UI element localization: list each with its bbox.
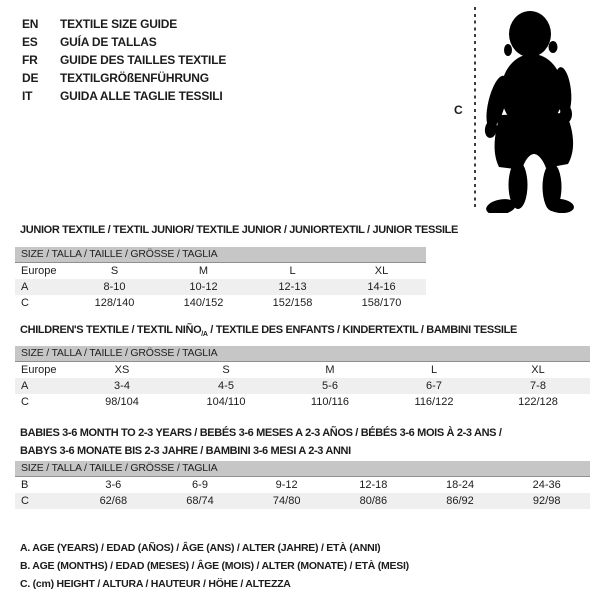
table-row [15,362,590,378]
row-label: Europe [21,265,57,277]
size-cell: 152/158 [272,297,313,309]
table-title-line [20,442,502,460]
language-code: FR [22,53,38,67]
table-title [20,424,502,460]
table-row [15,378,590,394]
table-title-subscript: /A [201,331,208,339]
language-title-row [22,15,226,33]
size-cell: S [110,265,119,277]
size-cell: 18-24 [445,479,475,491]
guide-title: TEXTILE SIZE GUIDE [60,17,178,31]
size-cell: 80/86 [359,495,388,507]
size-cell: 140/152 [183,297,224,309]
size-cell: 10-12 [189,281,218,293]
size-cell: 6-9 [192,479,208,491]
table-title-text: JUNIOR TEXTILE / TEXTIL JUNIOR/ TEXTILE JUNIOR / JUNIORTEXTIL / JUNIOR TESSILE [20,224,459,236]
size-table [15,346,590,410]
guide-title: GUIDE DES TAILLES TEXTILE [60,53,227,67]
size-cell: L [289,265,296,277]
language-title-row [22,51,226,69]
size-cell: 110/116 [310,396,350,408]
size-cell: XL [374,265,389,277]
size-cell: L [430,364,438,376]
row-label: A [21,281,29,293]
table-row [15,394,590,410]
size-cell: 5-6 [322,380,338,392]
table-title-text: CHILDREN'S TEXTILE / TEXTIL NIÑO [20,324,202,336]
size-cell: 4-5 [218,380,234,392]
language-title-row [22,87,226,105]
size-cell: 14-16 [367,281,396,293]
row-label: C [21,495,29,507]
table-title [20,221,458,239]
table-title-text: / TEXTILE DES ENFANTS / KINDERTEXTIL / BAMBINI TESSILE [207,324,517,336]
size-cell: 104/110 [206,396,246,408]
size-cell: 12-13 [278,281,307,293]
size-cell: 7-8 [530,380,546,392]
size-cell: 128/140 [94,297,135,309]
language-code: IT [22,89,33,103]
language-code: DE [22,71,39,85]
language-code: ES [22,35,38,49]
size-cell: 3-4 [114,380,130,392]
size-cell: S [222,364,230,376]
table-row [15,295,426,311]
size-cell: 9-12 [275,479,298,491]
row-label: A [21,380,29,392]
table-row [15,263,426,279]
height-measure-line [474,7,476,208]
size-cell: XS [114,364,130,376]
size-cell: 68/74 [186,495,214,507]
table-title [20,321,517,344]
size-table [15,461,590,509]
size-cell: 8-10 [103,281,126,293]
table-title-line [20,221,458,239]
table-title-line [20,424,502,442]
size-header-bar: SIZE / TALLA / TAILLE / GRÖSSE / TAGLIA [15,346,590,362]
size-cell: 3-6 [105,479,122,491]
table-title-line [20,321,517,344]
size-cell: 24-36 [532,479,561,491]
guide-title: GUÍA DE TALLAS [60,35,157,49]
row-label: B [21,479,29,491]
language-title-row [22,69,226,87]
table-row [15,477,590,493]
table-title-text: BABIES 3-6 MONTH TO 2-3 YEARS / BEBÉS 3-6 MESES A 2-3 AÑOS / BÉBÉS 3-6 MOIS À 2-3 ANS / [20,427,502,439]
height-measure-label: C [454,103,463,117]
row-label: C [21,396,29,408]
language-title-row [22,33,226,51]
row-label: Europe [21,364,57,376]
footnote-age-months: B. AGE (MONTHS) / EDAD (MESES) / ÂGE (MOIS) / ALTER (MONATE) / ETÀ (MESI) [20,560,409,572]
size-header-bar: SIZE / TALLA / TAILLE / GRÖSSE / TAGLIA [15,247,426,263]
guide-title: GUIDA ALLE TAGLIE TESSILI [60,89,223,103]
size-cell: 62/68 [99,495,128,507]
size-cell: 86/92 [446,495,474,507]
size-cell: 122/128 [518,396,558,408]
guide-title: TEXTILGRÖßENFÜHRUNG [60,71,209,85]
row-label: C [21,297,29,309]
size-cell: M [325,364,335,376]
size-cell: XL [531,364,545,376]
size-header-bar: SIZE / TALLA / TAILLE / GRÖSSE / TAGLIA [15,461,590,477]
footnote-age-years: A. AGE (YEARS) / EDAD (AÑOS) / ÂGE (ANS) / ALTER (JAHRE) / ETÀ (ANNI) [20,542,381,554]
size-table [15,247,426,311]
footnote-legend [20,539,409,593]
size-cell: 12-18 [359,479,388,491]
size-cell: 158/170 [361,297,402,309]
language-title-list [22,15,226,105]
size-cell: M [198,265,209,277]
size-cell: 116/122 [414,396,454,408]
table-row [15,493,590,509]
size-cell: 6-7 [426,380,442,392]
language-code: EN [22,17,39,31]
size-cell: 98/104 [105,396,139,408]
size-cell: 92/98 [532,495,561,507]
table-title-text: BABYS 3-6 MONATE BIS 2-3 JAHRE / BAMBINI 3-6 MESI A 2-3 ANNI [20,445,351,457]
footnote-height: C. (cm) HEIGHT / ALTURA / HAUTEUR / HÖHE / ALTEZZA [20,578,291,590]
table-row [15,279,426,295]
size-cell: 74/80 [272,495,301,507]
baby-silhouette-icon [482,7,580,213]
